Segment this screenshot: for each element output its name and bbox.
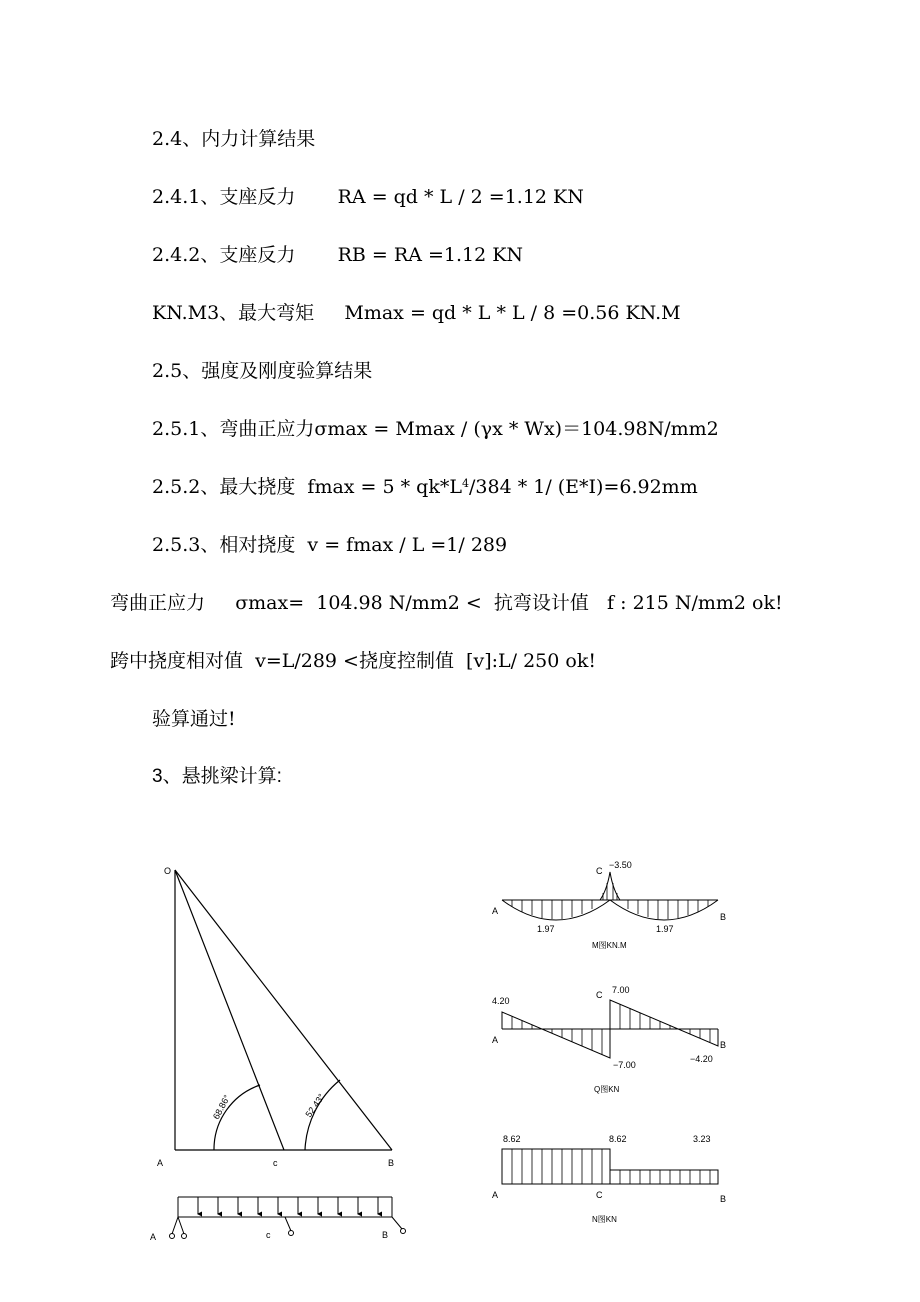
shear-value-b: −4.20 <box>690 1054 713 1064</box>
max-deflection-part1: 2.5.2、最大挠度 fmax = 5 * qk*L <box>152 476 462 498</box>
point-a-label: A <box>157 1158 164 1168</box>
shear-diagram <box>502 1000 718 1058</box>
support-c-label: c <box>266 1230 271 1240</box>
moment-label-a: A <box>492 906 499 916</box>
point-c-label: c <box>273 1158 278 1168</box>
axial-value-mid: 8.62 <box>609 1134 627 1144</box>
support-a <box>170 1217 187 1239</box>
max-deflection-exponent: 4 <box>461 477 469 490</box>
support-reaction-ra: 2.4.1、支座反力 RA = qd * L / 2 =1.12 KN <box>152 186 584 208</box>
moment-left-value: 1.97 <box>537 924 555 934</box>
shear-label-c: C <box>596 990 603 1000</box>
angle-1-label: 68.86° <box>210 1093 233 1121</box>
deflection-check: 跨中挠度相对值 v=L/289 <挠度控制值 [v]:L/ 250 ok! <box>110 650 596 672</box>
angle-2-label: 52.43° <box>303 1092 327 1120</box>
check-passed: 验算通过! <box>152 708 236 730</box>
shear-value-a: 4.20 <box>492 996 510 1006</box>
strut-oc <box>175 870 284 1150</box>
support-reaction-rb: 2.4.2、支座反力 RB = RA =1.12 KN <box>152 244 524 266</box>
support-a-label: A <box>150 1232 157 1242</box>
moment-right-curve <box>610 900 718 920</box>
moment-caption: M图KN.M <box>592 941 627 950</box>
section-heading-3: 3、悬挑梁计算: <box>152 766 282 787</box>
stress-check: 弯曲正应力 σmax= 104.98 N/mm2 < 抗弯设计值 f : 215 N/mm2 ok! <box>110 592 783 614</box>
point-o-label: O <box>164 866 172 876</box>
axial-value-left: 8.62 <box>503 1134 521 1144</box>
moment-label-b: B <box>720 912 727 922</box>
moment-left-curve <box>502 900 610 920</box>
shear-caption: Q图KN <box>594 1085 620 1094</box>
max-deflection-part2: /384 * 1/ (E*I)=6.92mm <box>468 476 698 498</box>
point-b-label: B <box>388 1158 395 1168</box>
relative-deflection: 2.5.3、相对挠度 v = fmax / L =1/ 289 <box>152 534 508 556</box>
geometry-figure <box>175 870 392 1150</box>
support-b <box>392 1217 406 1234</box>
axial-diagram <box>502 1149 718 1184</box>
shear-value-c-top: 7.00 <box>612 985 630 995</box>
moment-label-c: C <box>596 866 603 876</box>
axial-label-b: B <box>720 1194 727 1204</box>
shear-label-b: B <box>720 1040 727 1050</box>
axial-label-c: C <box>596 1190 603 1200</box>
max-bending-moment: KN.M3、最大弯矩 Mmax = qd * L * L / 8 =0.56 KN.M <box>152 302 681 324</box>
moment-right-value: 1.97 <box>656 924 674 934</box>
axial-right-block <box>610 1170 718 1184</box>
support-b-label: B <box>382 1230 389 1240</box>
section-heading-2-5: 2.5、强度及刚度验算结果 <box>152 360 373 382</box>
moment-diagram <box>502 872 718 920</box>
shear-value-c-bottom: −7.00 <box>613 1060 636 1070</box>
bending-stress: 2.5.1、弯曲正应力σmax = Mmax / (γx * Wx)＝104.98N/mm2 <box>152 418 719 440</box>
loaded-beam-figure <box>170 1197 406 1239</box>
section-heading-2-4: 2.4、内力计算结果 <box>152 128 316 150</box>
axial-label-a: A <box>492 1190 499 1200</box>
moment-hatching <box>512 883 708 919</box>
load-arrows <box>198 1197 378 1214</box>
moment-peak-value: −3.50 <box>609 860 632 870</box>
axial-value-right: 3.23 <box>693 1134 711 1144</box>
axial-caption: N图KN <box>592 1215 617 1224</box>
axial-left-block <box>502 1149 610 1184</box>
strut-ob <box>175 870 392 1150</box>
shear-label-a: A <box>492 1035 499 1045</box>
support-c <box>285 1217 294 1236</box>
axial-hatching <box>512 1149 710 1184</box>
